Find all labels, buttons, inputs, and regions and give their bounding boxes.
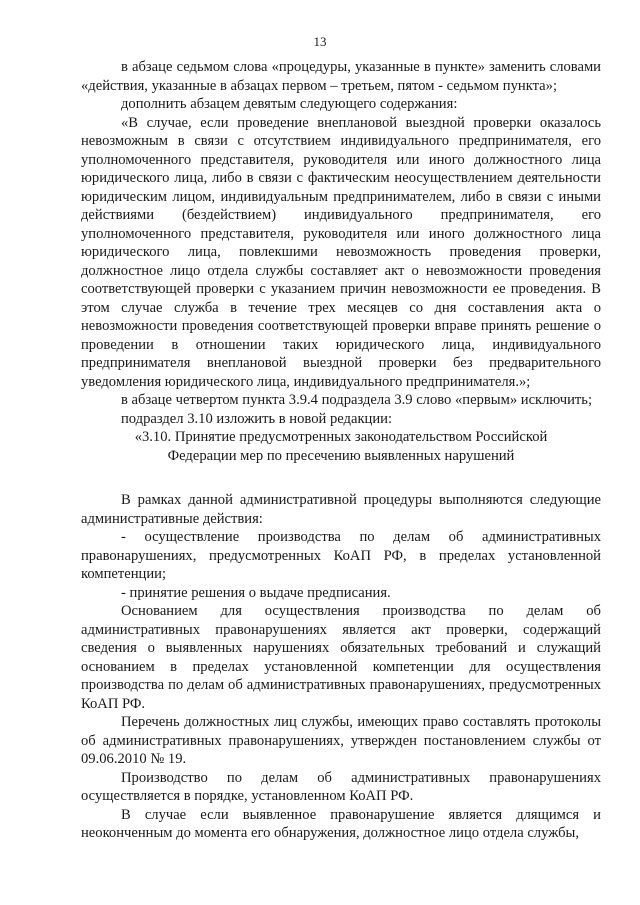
section-heading-line-2: Федерации мер по пресечению выявленных нарушений bbox=[167, 447, 515, 464]
paragraph-procedure: Производство по делам об административных правонарушениях осуществляется в порядке, установленном КоАП РФ. bbox=[81, 769, 601, 804]
paragraph-amend-3-9-4: в абзаце четвертом пункта 3.9.4 подраздела 3.9 слово «первым» исключить; bbox=[121, 392, 593, 408]
page-number: 13 bbox=[313, 34, 327, 49]
paragraph-actions-intro: В рамках данной административной процедуры выполняются следующие административные действия: bbox=[81, 492, 601, 527]
paragraph-continuing-offense: В случае если выявленное правонарушение является длящимся и неоконченным до момента его обнаружения, должностное лицо отдела службы, bbox=[81, 806, 601, 841]
list-item-order-decision: - принятие решения о выдаче предписания. bbox=[121, 584, 391, 601]
paragraph-new-edition: подраздел 3.10 изложить в новой редакции: bbox=[121, 410, 393, 427]
paragraph-add-ninth: дополнить абзацем девятым следующего содержания: bbox=[121, 96, 458, 112]
paragraph-amend-seventh: в абзаце седьмом слова «процедуры, указанные в пункте» заменить словами «действия, указанные в абзацах первом – третьем, пятом - седьмом пункта»; bbox=[81, 59, 601, 94]
paragraph-officials-list: Перечень должностных лиц службы, имеющих право составлять протоколы об административных правонарушениях, утвержден постановлением службы от 09.06.2010 № 19. bbox=[81, 714, 601, 767]
document-body bbox=[81, 58, 601, 843]
paragraph-quoted-text: «В случае, если проведение внеплановой выездной проверки оказалось невозможным в связи с отсутствием индивидуального предпринимателя, его уполномоченного представителя, руководителя или иного должностного лица юридического лица, либо в связи с фактическим неосуществлением деятельности юридическим лицом, индивидуальным предпринимателем, либо в связи с иными действиями (бездействием) индивидуального предпринимателя, его уполномоченного представителя, руководителя или иного должностного лица юридического лица, повлекшими невозможность проведения проверки, должностное лицо отдела службы составляет акт о невозможности проведения соответствующей проверки с указанием причин невозможности ее проведения. В этом случае служба в течение трех месяцев со дня составления акта о невозможности проведения соответствующей проверки вправе принять решение о проведении в отношении таких юридического лица, индивидуального предпринимателя внеплановой выездной проверки без предварительного уведомления юридического лица, индивидуального предпринимателя.»; bbox=[81, 114, 601, 390]
section-heading bbox=[81, 428, 601, 465]
paragraph-grounds: Основанием для осуществления производства по делам об административных правонарушениях является акт проверки, содержащий сведения о выявленных нарушениях обязательных требований и служащий основанием в пределах установленной компетенции для осуществления производства по делам об административных правонарушениях, предусмотренных КоАП РФ. bbox=[81, 603, 601, 712]
section-heading-line-1: «3.10. Принятие предусмотренных законодательством Российской bbox=[134, 429, 548, 445]
list-item-proceedings: - осуществление производства по делам об административных правонарушениях, предусмотренных КоАП РФ, в пределах установленной компетенции; bbox=[81, 529, 601, 582]
